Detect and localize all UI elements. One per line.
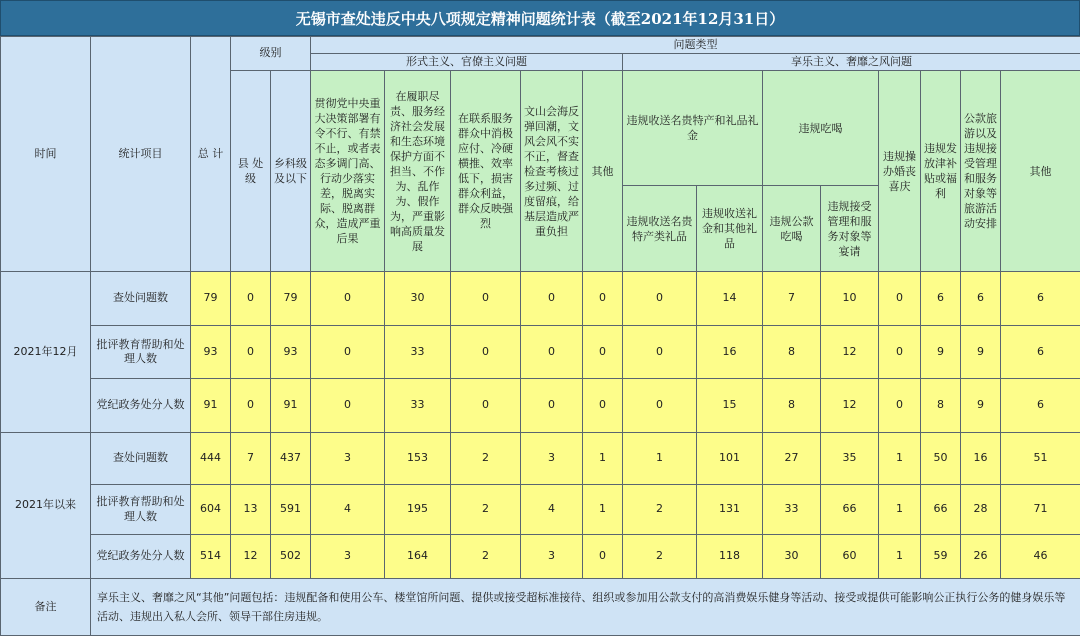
cell: 444 — [191, 433, 231, 485]
cell: 4 — [521, 485, 583, 535]
header-total: 总 计 — [191, 37, 231, 272]
cell: 66 — [821, 485, 879, 535]
cell: 0 — [583, 379, 623, 433]
cell: 1 — [879, 433, 921, 485]
cell: 15 — [697, 379, 763, 433]
cell: 0 — [583, 535, 623, 579]
cell: 131 — [697, 485, 763, 535]
cell: 0 — [311, 326, 385, 379]
cell: 0 — [623, 326, 697, 379]
cell: 0 — [231, 272, 271, 326]
header-level-township: 乡科级及以下 — [271, 71, 311, 272]
header-dining-group: 违规吃喝 — [763, 71, 879, 186]
header-level: 级别 — [231, 37, 311, 71]
header-level-county: 县 处级 — [231, 71, 271, 272]
header-item: 统计项目 — [91, 37, 191, 272]
cell: 514 — [191, 535, 231, 579]
cell: 8 — [763, 379, 821, 433]
cell: 8 — [921, 379, 961, 433]
cell: 0 — [623, 379, 697, 433]
cell: 27 — [763, 433, 821, 485]
cell: 14 — [697, 272, 763, 326]
cell: 30 — [763, 535, 821, 579]
cell: 6 — [1001, 326, 1080, 379]
header-dining-public: 违规公款吃喝 — [763, 186, 821, 272]
header-allowances: 违规发放津补贴或福利 — [921, 71, 961, 272]
cell: 101 — [697, 433, 763, 485]
cell: 2 — [451, 433, 521, 485]
cell: 33 — [385, 379, 451, 433]
cell: 33 — [763, 485, 821, 535]
header-formalism-4: 文山会海反弹回潮，文风会风不实不正，督查检查考核过多过频、过度留痕，给基层造成严重负担 — [521, 71, 583, 272]
cell: 93 — [191, 326, 231, 379]
cell: 1 — [879, 535, 921, 579]
cell: 0 — [583, 272, 623, 326]
row-label: 批评教育帮助和处理人数 — [91, 326, 191, 379]
header-dining-banquet: 违规接受管理和服务对象等宴请 — [821, 186, 879, 272]
cell: 79 — [271, 272, 311, 326]
cell: 591 — [271, 485, 311, 535]
cell: 0 — [583, 326, 623, 379]
cell: 0 — [311, 272, 385, 326]
cell: 0 — [879, 379, 921, 433]
cell: 91 — [191, 379, 231, 433]
header-gifts-group: 违规收送名贵特产和礼品礼金 — [623, 71, 763, 186]
row-label: 党纪政务处分人数 — [91, 535, 191, 579]
cell: 46 — [1001, 535, 1080, 579]
header-hedonism-group: 享乐主义、奢靡之风问题 — [623, 54, 1080, 71]
row-label: 批评教育帮助和处理人数 — [91, 485, 191, 535]
cell: 13 — [231, 485, 271, 535]
cell: 0 — [451, 272, 521, 326]
cell: 50 — [921, 433, 961, 485]
cell: 0 — [451, 326, 521, 379]
header-formalism-3: 在联系服务群众中消极应付、冷硬横推、效率低下，损害群众利益，群众反映强烈 — [451, 71, 521, 272]
cell: 2 — [623, 485, 697, 535]
cell: 79 — [191, 272, 231, 326]
header-problem-type: 问题类型 — [311, 37, 1080, 54]
header-formalism-2: 在履职尽责、服务经济社会发展和生态环境保护方面不担当、不作为、乱作为、假作为，严重影响高质量发展 — [385, 71, 451, 272]
cell: 437 — [271, 433, 311, 485]
cell: 91 — [271, 379, 311, 433]
cell: 3 — [311, 433, 385, 485]
period-label: 2021年12月 — [1, 272, 91, 433]
row-label: 党纪政务处分人数 — [91, 379, 191, 433]
statistics-table — [0, 36, 1080, 636]
cell: 26 — [961, 535, 1001, 579]
cell: 16 — [697, 326, 763, 379]
cell: 2 — [623, 535, 697, 579]
cell: 3 — [311, 535, 385, 579]
cell: 6 — [1001, 379, 1080, 433]
header-formalism-other: 其他 — [583, 71, 623, 272]
cell: 51 — [1001, 433, 1080, 485]
period-label: 2021年以来 — [1, 433, 91, 579]
header-tourism: 公款旅游以及违规接受管理和服务对象等旅游活动安排 — [961, 71, 1001, 272]
cell: 30 — [385, 272, 451, 326]
table-row — [1, 535, 1080, 579]
remark-label: 备注 — [1, 579, 91, 636]
cell: 0 — [879, 326, 921, 379]
cell: 93 — [271, 326, 311, 379]
cell: 6 — [1001, 272, 1080, 326]
cell: 10 — [821, 272, 879, 326]
cell: 118 — [697, 535, 763, 579]
cell: 9 — [921, 326, 961, 379]
cell: 35 — [821, 433, 879, 485]
table-row — [1, 326, 1080, 379]
row-label: 查处问题数 — [91, 272, 191, 326]
cell: 8 — [763, 326, 821, 379]
header-formalism-group: 形式主义、官僚主义问题 — [311, 54, 623, 71]
cell: 195 — [385, 485, 451, 535]
cell: 1 — [879, 485, 921, 535]
cell: 3 — [521, 535, 583, 579]
cell: 2 — [451, 485, 521, 535]
cell: 12 — [231, 535, 271, 579]
cell: 2 — [451, 535, 521, 579]
cell: 3 — [521, 433, 583, 485]
cell: 9 — [961, 379, 1001, 433]
cell: 33 — [385, 326, 451, 379]
cell: 28 — [961, 485, 1001, 535]
row-label: 查处问题数 — [91, 433, 191, 485]
cell: 1 — [623, 433, 697, 485]
cell: 60 — [821, 535, 879, 579]
header-hedonism-other: 其他 — [1001, 71, 1080, 272]
table-title: 无锡市查处违反中央八项规定精神问题统计表（截至2021年12月31日） — [0, 0, 1080, 36]
remark-text: 享乐主义、奢靡之风“其他”问题包括：违规配备和使用公车、楼堂馆所问题、提供或接受超标准接待、组织或参加用公款支付的高消费娱乐健身等活动、接受或提供可能影响公正执行公务的健身娱乐等活动、违规出入私人会所、领导干部住房违规。 — [91, 579, 1080, 636]
cell: 0 — [521, 379, 583, 433]
cell: 66 — [921, 485, 961, 535]
cell: 6 — [921, 272, 961, 326]
table-row — [1, 379, 1080, 433]
cell: 7 — [231, 433, 271, 485]
cell: 0 — [231, 379, 271, 433]
header-weddings-funerals: 违规操办婚丧喜庆 — [879, 71, 921, 272]
cell: 0 — [623, 272, 697, 326]
cell: 0 — [521, 326, 583, 379]
cell: 4 — [311, 485, 385, 535]
table-row — [1, 485, 1080, 535]
cell: 9 — [961, 326, 1001, 379]
cell: 0 — [311, 379, 385, 433]
cell: 12 — [821, 379, 879, 433]
header-gifts-money: 违规收送礼金和其他礼品 — [697, 186, 763, 272]
cell: 7 — [763, 272, 821, 326]
cell: 1 — [583, 433, 623, 485]
table-row — [1, 272, 1080, 326]
cell: 59 — [921, 535, 961, 579]
header-formalism-1: 贯彻党中央重大决策部署有令不行、有禁不止，或者表态多调门高、行动少落实差，脱离实际、脱离群众，造成严重后果 — [311, 71, 385, 272]
cell: 164 — [385, 535, 451, 579]
cell: 1 — [583, 485, 623, 535]
cell: 12 — [821, 326, 879, 379]
cell: 6 — [961, 272, 1001, 326]
cell: 16 — [961, 433, 1001, 485]
cell: 0 — [231, 326, 271, 379]
cell: 0 — [451, 379, 521, 433]
cell: 0 — [879, 272, 921, 326]
cell: 71 — [1001, 485, 1080, 535]
cell: 604 — [191, 485, 231, 535]
table-row — [1, 433, 1080, 485]
cell: 502 — [271, 535, 311, 579]
header-gifts-specialty: 违规收送名贵特产类礼品 — [623, 186, 697, 272]
cell: 153 — [385, 433, 451, 485]
cell: 0 — [521, 272, 583, 326]
header-time: 时间 — [1, 37, 91, 272]
